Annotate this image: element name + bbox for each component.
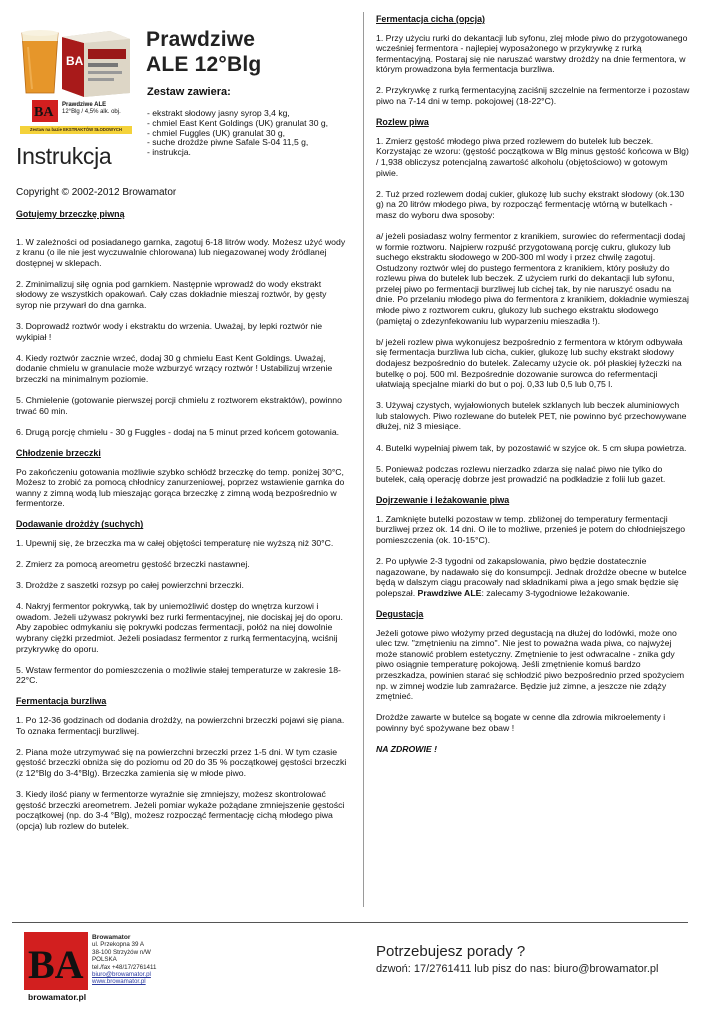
section-heading: Degustacja (376, 609, 424, 620)
instrukcja-heading: Instrukcja (16, 143, 112, 169)
copyright: Copyright © 2002-2012 Browamator (16, 187, 177, 198)
zestaw-item: - instrukcja. (147, 147, 191, 158)
left-column (16, 209, 348, 842)
footer-divider (12, 922, 688, 923)
section-heading: Fermentacja burzliwa (16, 696, 107, 707)
paragraph: 2. Piana może utrzymywać się na powierzchni brzeczki przez 1-5 dni. W tym czasie gęstość brzeczki obniża się do poziomu od 20 do 35 % początkowej gęstości brzeczki (z 12°Blg do 3-4°Blg). Brzeczka zamienia się w młode piwo. (16, 746, 347, 778)
address-line: 38-100 Strzyżów n/W (92, 948, 151, 956)
paragraph: 5. Wstaw fermentor do pomieszczenia o możliwie stałej temperaturze w zakresie 18-22°C. (16, 664, 341, 686)
paragraph: 1. Przy użyciu rurki do dekantacji lub syfonu, zlej młode piwo do przygotowanego wcześniej fermentora - najlepiej wyposażonego w przykrywkę z rurką fermentacyjną. Postaraj się nie naruszać warstwy drożdży na dnie fermentora, w którym prowadzona była fermentacja burzliwa. (376, 32, 688, 75)
paragraph: 2. Zmierz za pomocą areometru gęstość brzeczki nastawnej. (16, 559, 250, 570)
section-heading: Dodawanie drożdży (suchych) (16, 519, 144, 530)
footer-logo (24, 932, 88, 1004)
column-divider (363, 12, 364, 907)
paragraph: 6. Drugą porcję chmielu - 30 g Fuggles - dodaj na 5 minut przed końcem gotowania. (16, 426, 340, 437)
advice-question: Potrzebujesz porady ? (376, 943, 526, 960)
paragraph-tail: : zalecamy 3-tygodniowe leżakowanie. (481, 587, 630, 598)
paragraph: 1. Upewnij się, że brzeczka ma w całej objętości temperaturę nie wyższą niż 30°C. (16, 537, 334, 548)
svg-text:BA: BA (34, 105, 54, 120)
paragraph: 1. W zależności od posiadanego garnka, zagotuj 6-18 litrów wody. Możesz użyć wody z kranu (o ile nie jest wyczuwalnie chlorowana) lub niegazowanej wody źródlanej dostępnej w sklepach. (16, 236, 346, 268)
paragraph: 4. Nakryj fermentor pokrywką, tak by uniemożliwić dostęp do wnętrza kurzowi i owadom. Jeżeli używasz pokrywki bez rurki fermentacyjnej, nie dociskaj jej do oporu. Aby zapobiec odmykaniu się pokrywki podczas fermentacji, połóż na niej dowolnie wybrany ciężki przedmiot. Jeżeli posiadasz fermentor z rurką fermentacyjną, wciśnij przykrywkę do oporu. (16, 601, 343, 654)
paragraph: 1. Zamknięte butelki pozostaw w temp. zbliżonej do temperatury fermentacji burzliwej przez ok. 14 dni. O ile to możliwe, przenieś je potem do chłodniejszego pomieszczenia (ok. 10-15°C). (376, 513, 686, 546)
address-line: POLSKA (92, 956, 117, 964)
product-badge: Zestaw na bazie EKSTRAKTÓW SŁODOWYCH (20, 126, 132, 134)
zestaw-heading: Zestaw zawiera: (147, 86, 231, 98)
address-line: ul. Przekopna 39 A (92, 941, 144, 949)
right-column (376, 14, 690, 765)
company-name: Browamator (92, 934, 131, 941)
svg-text:BA: BA (66, 54, 84, 68)
paragraph: 4. Butelki wypełniaj piwem tak, by pozostawić w szyjce ok. 5 cm słupa powietrza. (376, 442, 687, 453)
title-line-2: ALE 12°Blg (146, 53, 262, 76)
zestaw-item: - suche drożdże piwne Safale S-04 11,5 g, (147, 137, 309, 148)
email-link[interactable]: biuro@browamator.pl (92, 971, 151, 979)
paragraph: 5. Ponieważ podczas rozlewu nierzadko zdarza się nalać piwo nie tylko do butelek, całą operację dobrze jest prowadzić na podkładzie z folii lub gazet. (376, 463, 666, 485)
paragraph: 3. Doprowadź roztwór wody i ekstraktu do wrzenia. Uważaj, by lepki roztwór nie wykipiał ! (16, 321, 323, 342)
section-heading: Fermentacja cicha (opcja) (376, 14, 486, 24)
browamator-logo (24, 932, 88, 1004)
paragraph: 2. Tuż przed rozlewem dodaj cukier, glukozę lub suchy ekstrakt słodowy (ok.130 g) na 20 litrów młodego piwa, by rozpocząć fermentację wtórną w butelkach - masz do wyboru dwa sposoby: (376, 188, 685, 220)
product-name: Prawdziwe ALE (62, 102, 107, 108)
paragraph: 5. Chmielenie (gotowanie pierwszej porcji chmielu z roztworem ekstraktów), powinno trwać 60 min. (16, 395, 342, 416)
paragraph: 2. Zminimalizuj siłę ognia pod garnkiem. Następnie wprowadź do wody ekstrakt słodowy ze wszystkich opakowań. Cały czas dokładnie mieszaj roztwór, by gęsty syrop nie przywarł do dna garnka. (16, 278, 327, 311)
section-heading: Gotujemy brzeczkę piwną (16, 209, 125, 219)
paragraph: 4. Kiedy roztwór zacznie wrzeć, dodaj 30 g chmielu East Kent Goldings. Uważaj, dodanie chmielu w granulacie może wzburzyć wrzący roztwór ! Ustabilizuj wrzenie brzeczki na minimalnym poziomie. (16, 352, 333, 385)
paragraph: 1. Zmierz gęstość młodego piwa przed rozlewem do butelek lub beczek. Korzystając ze wzoru: (gęstość początkowa w Blg minus gęstość końcowa w Blg) / 1,938 obliczysz potencjalną zawartość alkoholu (objętościowo) w gotowym piwie. (376, 135, 689, 178)
paragraph: Drożdże zawarte w butelce są bogate w cenne dla zdrowia mikroelementy i powinny być spożywane bez obaw ! (376, 712, 666, 733)
section-heading: Chłodzenie brzeczki (16, 447, 101, 458)
product-label (62, 102, 121, 116)
paragraph: Po zakończeniu gotowania możliwie szybko schłódź brzeczkę do temp. poniżej 30°C, Możesz to zrobić za pomocą chłodnicy zanurzeniowej, poprzez wstawienie garnka do wanny z zimną wodą lub mieszając gorąca brzeczkę z zimną wodą bezpośrednio w fermentorze. (16, 466, 345, 509)
paragraph: 3. Drożdże z saszetki rozsyp po całej powierzchni brzeczki. (16, 580, 244, 591)
product-mini-logo (32, 100, 58, 122)
browamator-logo-icon (32, 100, 58, 122)
zestaw-item: - chmiel Fuggles (UK) granulat 30 g, (147, 127, 286, 138)
paragraph (376, 556, 690, 598)
paragraph: 2. Przykrywkę z rurką fermentacyjną zaciśnij szczelnie na fermentorze i pozostaw piwo na 7-14 dni w temp. pokojowej (18-22°C). (376, 85, 690, 107)
paragraph: 3. Używaj czystych, wyjałowionych butelek szklanych lub beczek aluminiowych lub stalowych. Piwo rozlewane do butelek PET, nie powinno być przechowywane dłużej, niż 3 miesiące. (376, 400, 687, 432)
section-heading: Rozlew piwa (376, 117, 429, 128)
page-title (146, 27, 261, 77)
paragraph: b/ jeżeli rozlew piwa wykonujesz bezpośrednio z fermentora w którym odbywała się fermentacja burzliwa lub cicha, cukier, glukozę lub suchy ekstrakt słodowy dodajesz bezpośrednio do butelek. Zalecamy użycie ok. pół płaskiej łyżeczki na butelkę o poj. 500 ml. Bezpośrednie dozowanie surowca do refermentacji ułatwiają specjalne miarki do but o poj. 0,33 lub 0,5 lub 0,75 l. (376, 336, 683, 390)
phone-fax: tel./fax +48/17/2761411 (92, 963, 157, 971)
beer-kit-illustration (18, 27, 136, 97)
zestaw-item: - ekstrakt słodowy jasny syrop 3,4 kg, (147, 108, 290, 118)
paragraph: Jeżeli gotowe piwo włożymy przed degustacją na dłużej do lodówki, może ono ulec tzw. "zmętnieniu na zimno". Nie jest to poważna wada piwa, co najwyżej może stanowić problem estetyczny. Zmętnienie to jest odwracalne - znika gdy piwo osiągnie temperaturę pokojową. Jeśli zmętnienie komuś bardzo przeszkadza, powinien starać się schłodzić piwo bezpośrednio przed spożyciem np. w zimnej wodzie lub zamrażarce. Będzie już zimne, a jeszcze nie zdąży zmętnieć. (376, 627, 685, 702)
paragraph: 3. Kiedy ilość piany w fermentorze wyraźnie się zmniejszy, możesz skontrolować gęstość brzeczki areometrem. Jeżeli pomiar wykaże pożądane zmniejszenie gęstości początkowej (np. do 3-4 °Blg), możesz rozpocząć fermentację cichą młodego piwa (opcja) lub rozlew do butelek. (16, 788, 345, 831)
logo-letters: BA (28, 942, 84, 987)
logo-url: browamator.pl (28, 992, 87, 1002)
paragraph: a/ jeżeli posiadasz wolny fermentor z kranikiem, surowiec do refermentacji dodaj w formie roztworu. Najpierw rozpuść przygotowaną porcję cukru, glukozy lub suchego ekstraktu słodowego w 200-300 ml wody i przez chwilę zagotuj. Ostudzony roztwór wlej do pustego fermentora z kranikiem, który posłuży do rozlewu piwa do butelek lub beczek. Z użyciem rurki do dekantacji lub syfonu, przelej piwo po fermentacji burzliwej lub cichej tak, by nie naruszyć osadu na dnie. Po przelaniu młodego piwa do fermentora z kranikiem, dokładnie wymieszaj młode piwo z roztworem cukru, glukozy lub suchego ekstraktu słodowego (pamiętaj o zdezynfekowaniu lub wyparzeniu mieszadła !). (376, 230, 689, 326)
section-heading: Dojrzewanie i leżakowanie piwa (376, 495, 510, 506)
zestaw-list (147, 109, 362, 158)
closing-line: NA ZDROWIE ! (376, 743, 437, 754)
company-address (92, 934, 156, 986)
product-image (18, 27, 136, 97)
product-name-bold: Prawdziwe ALE (417, 587, 482, 598)
title-line-1: Prawdziwe (146, 28, 256, 51)
contact-line: dzwoń: 17/2761411 lub pisz do nas: biuro@browamator.pl (376, 963, 659, 975)
paragraph: 1. Po 12-36 godzinach od dodania drożdży, na powierzchni brzeczki pojawi się piana. To oznaka fermentacji burzliwej. (16, 715, 345, 736)
paragraph-text: 2. Po upływie 2-3 tygodni od zakapslowania, piwo będzie dostatecznie nagazowane, by nadawało się do konsumpcji. Jednak drożdże obecne w butelce będą w dalszym ciągu pracowały nad składnikami piwa a jego smak będzie się polepszał. (376, 556, 687, 598)
product-spec: 12°Blg / 4,5% alk. obj. (62, 109, 121, 115)
zestaw-item: - chmiel East Kent Goldings (UK) granulat 30 g, (147, 117, 329, 128)
www-link[interactable]: www.browamator.pl (92, 978, 146, 986)
